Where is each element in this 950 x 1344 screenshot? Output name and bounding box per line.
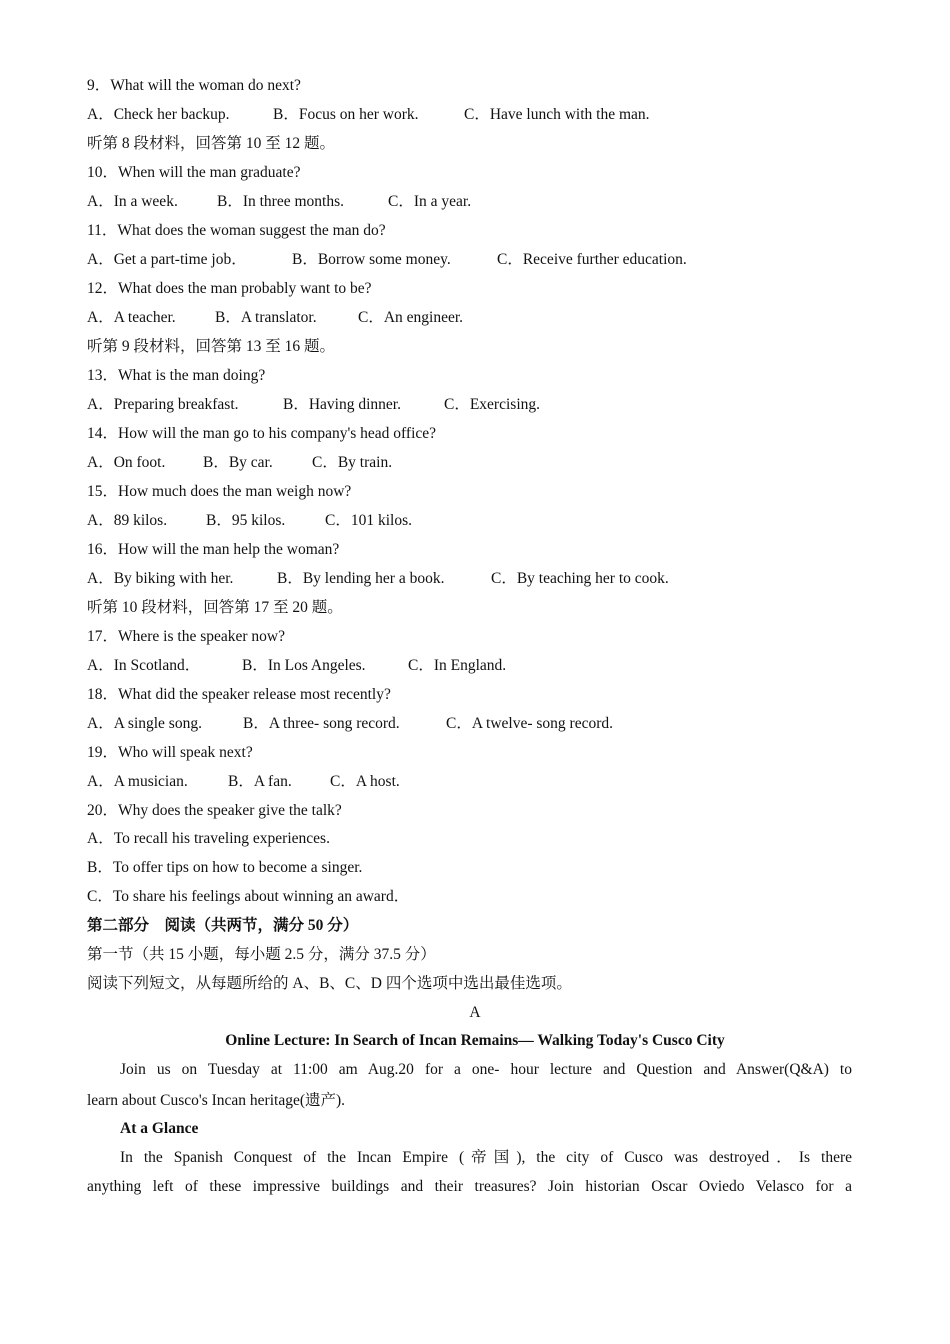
option: B．95 kilos. — [206, 512, 286, 529]
question-stem: 9．What will the woman do next? — [87, 77, 301, 94]
option: C．A twelve- song record. — [446, 715, 614, 732]
option-row — [87, 714, 613, 734]
option-row — [87, 511, 412, 531]
paragraph-line: Join us on Tuesday at 11:00 am Aug.20 for a one- hour lecture and Question and Answer(Q&A) to — [120, 1061, 852, 1078]
option: A．89 kilos. — [87, 512, 168, 529]
option-row — [87, 453, 392, 473]
option: B．Focus on her work. — [273, 106, 419, 123]
option: C．By train. — [312, 454, 393, 471]
option-row — [87, 250, 687, 270]
question-stem: 15．How much does the man weigh now? — [87, 483, 352, 500]
option: A．In Scotland． — [87, 657, 201, 674]
instruction: 阅读下列短文，从每题所给的 A、B、C、D 四个选项中选出最佳选项。 — [87, 975, 572, 992]
paragraph-line: anything left of these impressive buildings and their treasures? Join historian Oscar Oviedo Velasco for a — [87, 1178, 852, 1195]
question-stem: 20．Why does the speaker give the talk? — [87, 802, 342, 819]
section-header: 听第 10 段材料，回答第 17 至 20 题。 — [87, 599, 343, 616]
question-stem: 14．How will the man go to his company's head office? — [87, 425, 437, 442]
option: B．A three- song record. — [243, 715, 400, 732]
option: C．A host. — [330, 773, 400, 790]
option: C．To share his feelings about winning an award． — [87, 888, 410, 905]
option-row — [87, 105, 650, 125]
option: A．By biking with her. — [87, 570, 234, 587]
option: A．A single song. — [87, 715, 202, 732]
option: B．A translator. — [215, 309, 317, 326]
question-stem: 17．Where is the speaker now? — [87, 628, 285, 645]
question-stem: 11．What does the woman suggest the man do? — [87, 222, 386, 239]
option: A．In a week. — [87, 193, 178, 210]
question-stem: 12．What does the man probably want to be? — [87, 280, 372, 297]
option-row — [87, 772, 400, 792]
question-stem: 16．How will the man help the woman? — [87, 541, 340, 558]
option: A．To recall his traveling experiences. — [87, 830, 330, 847]
paragraph-line: learn about Cusco's Incan heritage(遗产). — [87, 1092, 346, 1109]
part-title: 第二部分 阅读（共两节，满分 50 分） — [87, 917, 359, 934]
option: B．To offer tips on how to become a singer. — [87, 859, 363, 876]
option-row — [87, 656, 506, 676]
option: B．In Los Angeles. — [242, 657, 366, 674]
question-stem: 10．When will the man graduate? — [87, 164, 301, 181]
section-header: 听第 8 段材料，回答第 10 至 12 题。 — [87, 135, 336, 152]
option: C．Exercising. — [444, 396, 540, 413]
option: C．Receive further education. — [497, 251, 687, 268]
option: B．A fan. — [228, 773, 292, 790]
option: B．Borrow some money. — [292, 251, 451, 268]
option: C．101 kilos. — [325, 512, 412, 529]
subheading: At a Glance — [120, 1120, 199, 1137]
option: C．Have lunch with the man. — [464, 106, 650, 123]
option: A．Get a part-time job． — [87, 251, 247, 268]
option: A．On foot. — [87, 454, 166, 471]
section-header: 听第 9 段材料，回答第 13 至 16 题。 — [87, 338, 336, 355]
option: B．By lending her a book. — [277, 570, 445, 587]
option-row — [87, 569, 669, 589]
question-stem: 13．What is the man doing? — [87, 367, 266, 384]
paragraph-line: In the Spanish Conquest of the Incan Empire (帝国), the city of Cusco was destroyed．Is there — [120, 1149, 852, 1166]
option-row — [87, 192, 471, 212]
passage-letter: A — [469, 1004, 481, 1021]
passage-title: Online Lecture: In Search of Incan Remains— Walking Today's Cusco City — [225, 1032, 725, 1049]
option-row — [87, 395, 540, 415]
option: C．In England. — [408, 657, 507, 674]
option: C．In a year. — [388, 193, 472, 210]
option: A．A musician. — [87, 773, 188, 790]
option: A．Preparing breakfast. — [87, 396, 239, 413]
question-stem: 18．What did the speaker release most recently? — [87, 686, 391, 703]
option: A．Check her backup. — [87, 106, 230, 123]
option-row — [87, 308, 463, 328]
option: B．By car. — [203, 454, 273, 471]
option: C．By teaching her to cook. — [491, 570, 669, 587]
section-title: 第一节（共 15 小题，每小题 2.5 分，满分 37.5 分） — [87, 946, 436, 963]
option: C．An engineer. — [358, 309, 464, 326]
option: A．A teacher. — [87, 309, 176, 326]
option: B．Having dinner. — [283, 396, 401, 413]
question-stem: 19．Who will speak next? — [87, 744, 253, 761]
option: B．In three months. — [217, 193, 344, 210]
